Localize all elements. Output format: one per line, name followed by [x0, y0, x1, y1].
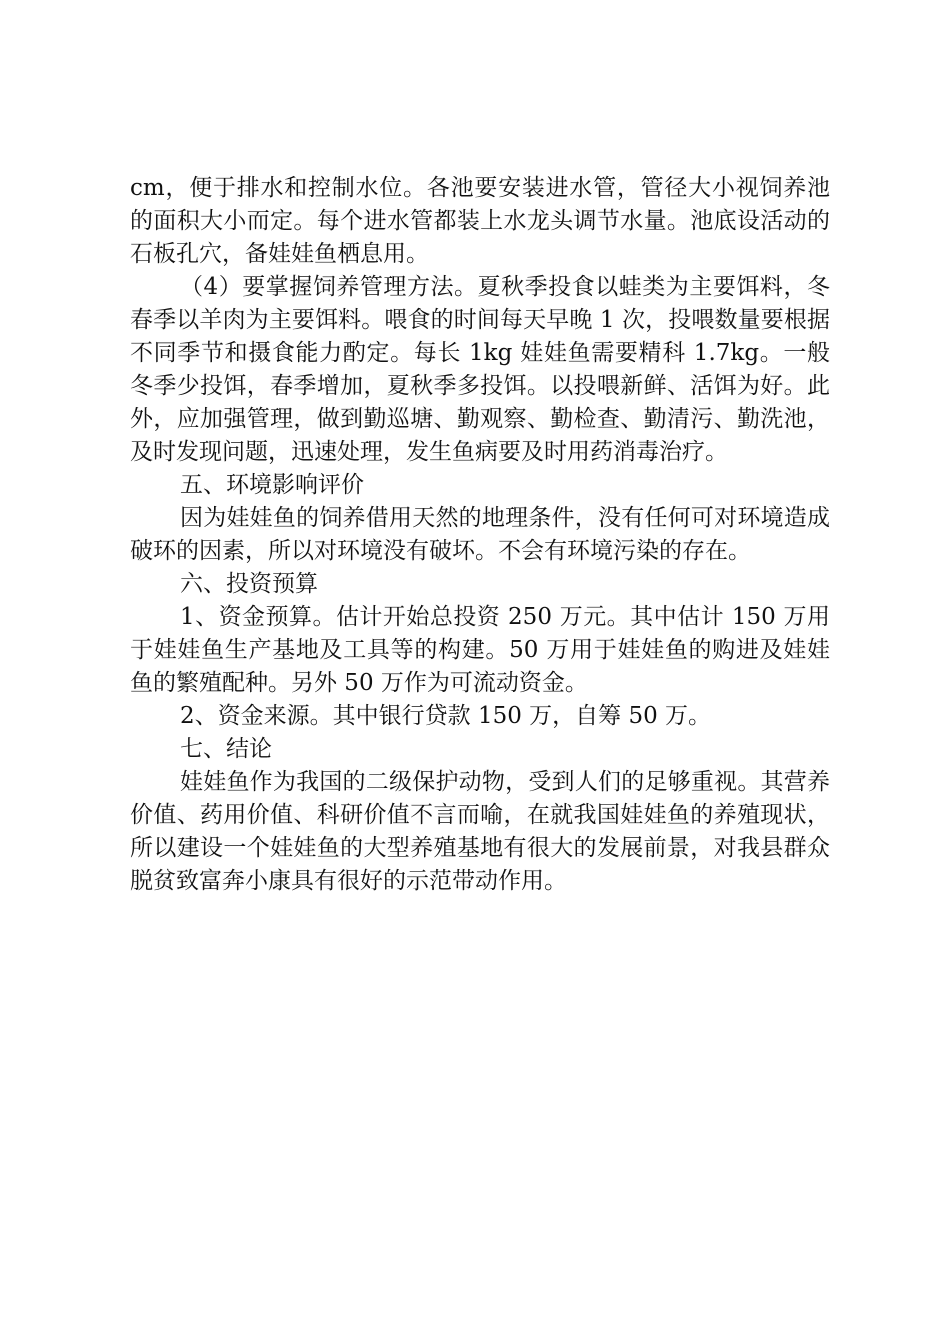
paragraph-conclusion: 娃娃鱼作为我国的二级保护动物，受到人们的足够重视。其营养价值、药用价值、科研价值不言而喻，在就我国娃娃鱼的养殖现状，所以建设一个娃娃鱼的大型养殖基地有很大的发展前景，对我县群众脱贫致富奔小康具有很好的示范带动作用。: [130, 769, 830, 894]
paragraph-drainage: cm，便于排水和控制水位。各池要安装进水管，管径大小视饲养池的面积大小而定。每个进水管都装上水龙头调节水量。池底设活动的石板孔穴，备娃娃鱼栖息用。: [130, 175, 830, 267]
document-body: [130, 172, 830, 898]
paragraph-budget: 1、资金预算。估计开始总投资 250 万元。其中估计 150 万用于娃娃鱼生产基地及工具等的构建。50 万用于娃娃鱼的购进及娃娃鱼的繁殖配种。另外 50 万作为可流动资金。: [130, 604, 830, 696]
heading-investment: 六、投资预算: [180, 571, 318, 597]
heading-conclusion: 七、结论: [180, 736, 272, 762]
paragraph-environment: 因为娃娃鱼的饲养借用天然的地理条件，没有任何可对环境造成破环的因素，所以对环境没有破坏。不会有环境污染的存在。: [130, 505, 830, 564]
heading-environment: 五、环境影响评价: [180, 472, 364, 498]
paragraph-funding-source: 2、资金来源。其中银行贷款 150 万，自筹 50 万。: [180, 703, 712, 729]
paragraph-feeding-management: （4）要掌握饲养管理方法。夏秋季投食以蛙类为主要饵料，冬春季以羊肉为主要饵料。喂食的时间每天早晚 1 次，投喂数量要根据不同季节和摄食能力酌定。每长 1kg 娃娃鱼需要精科 1.7kg。一般冬季少投饵，春季增加，夏秋季多投饵。以投喂新鲜、活饵为好。此外，应加强管理，做到勤巡塘、勤观察、勤检查、勤清污、勤洗池，及时发现问题，迅速处理，发生鱼病要及时用药消毒治疗。: [130, 274, 830, 465]
